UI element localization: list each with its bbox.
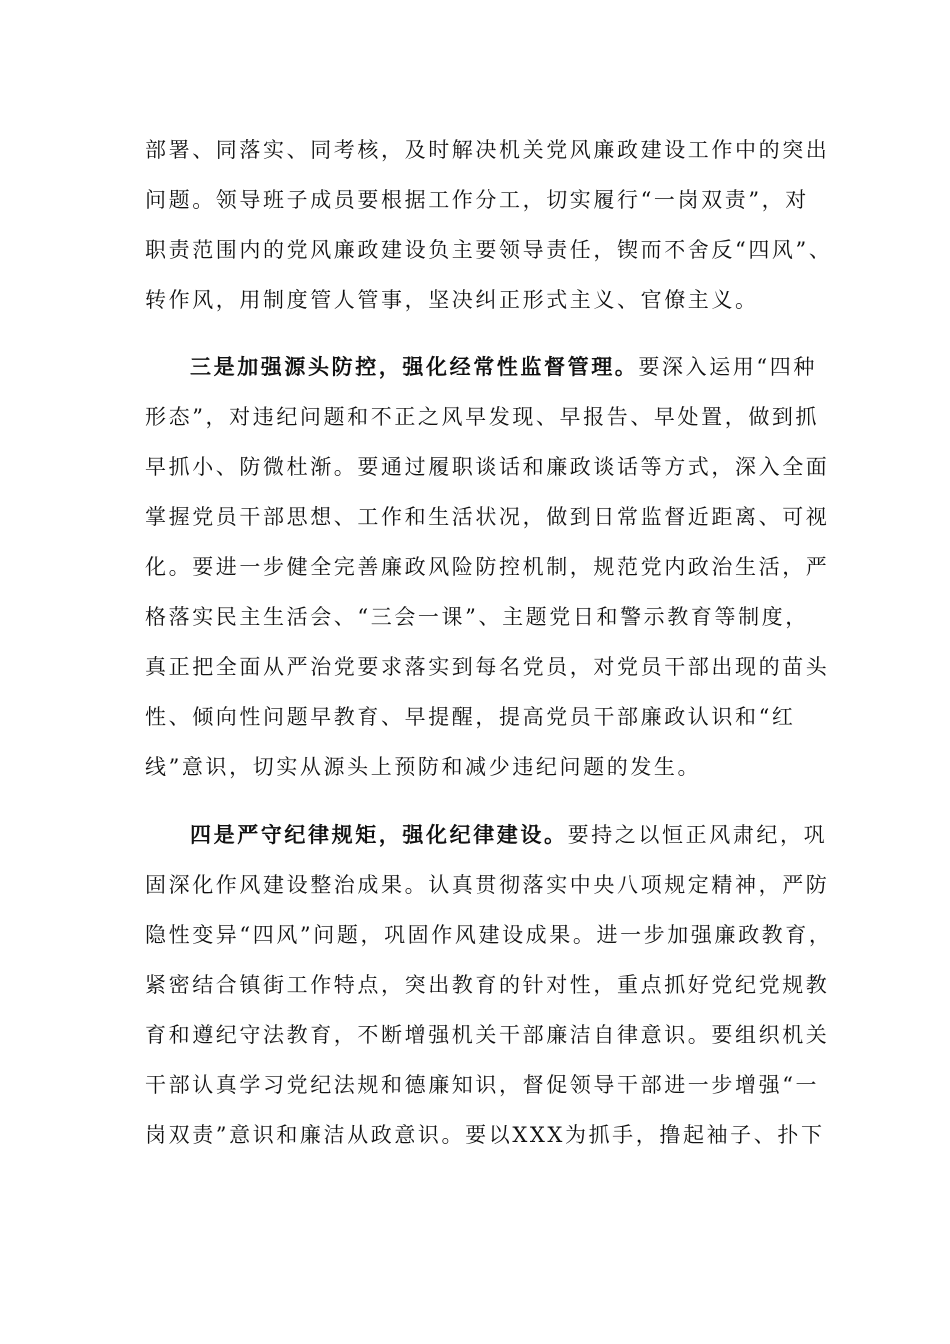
paragraph-line: 真正把全面从严治党要求落实到每名党员，对党员干部出现的苗头 [145, 655, 830, 679]
paragraph-line: 形态”，对违纪问题和不正之风早发现、早报告、早处置，做到抓 [145, 405, 820, 429]
paragraph-line: 格落实民主生活会、“三会一课”、主题党日和警示教育等制度， [145, 605, 809, 629]
paragraph-line: 性、倾向性问题早教育、早提醒，提高党员干部廉政认识和“红 [145, 705, 796, 729]
paragraph-line: 问题。领导班子成员要根据工作分工，切实履行“一岗双责”，对 [145, 188, 809, 212]
paragraph-heading: 四是严守纪律规矩，强化纪律建设。 [190, 822, 568, 847]
paragraph-line: 转作风，用制度管人管事，坚决纠正形式主义、官僚主义。 [145, 288, 759, 312]
paragraph-line: 隐性变异“四风”问题，巩固作风建设成果。进一步加强廉政教育， [145, 923, 833, 947]
paragraph-line: 化。要进一步健全完善廉政风险防控机制，规范党内政治生活，严 [145, 555, 830, 579]
paragraph-line: 干部认真学习党纪法规和德廉知识，督促领导干部进一步增强“一 [145, 1073, 820, 1097]
paragraph-line: 早抓小、防微杜渐。要通过履职谈话和廉政谈话等方式，深入全面 [145, 455, 830, 479]
paragraph-line: 部署、同落实、同考核，及时解决机关党风廉政建设工作中的突出 [145, 138, 830, 162]
paragraph-line: 育和遵纪守法教育，不断增强机关干部廉洁自律意识。要组织机关 [145, 1023, 830, 1047]
paragraph-line: 掌握党员干部思想、工作和生活状况，做到日常监督近距离、可视 [145, 505, 830, 529]
paragraph-text: 要深入运用“四种 [638, 355, 817, 379]
paragraph-line: 线”意识，切实从源头上预防和减少违纪问题的发生。 [145, 755, 702, 779]
paragraph-first-line [190, 352, 870, 382]
paragraph-line: 岗双责”意识和廉洁从政意识。要以XXX为抓手，撸起袖子、扑下 [145, 1123, 825, 1147]
paragraph-line: 固深化作风建设整治成果。认真贯彻落实中央八项规定精神，严防 [145, 873, 830, 897]
paragraph-heading: 三是加强源头防控，强化经常性监督管理。 [190, 354, 639, 379]
paragraph-first-line [190, 820, 870, 850]
paragraph-text: 要持之以恒正风肃纪，巩 [567, 823, 828, 847]
paragraph-line: 紧密结合镇街工作特点，突出教育的针对性，重点抓好党纪党规教 [145, 973, 830, 997]
paragraph-line: 职责范围内的党风廉政建设负主要领导责任，锲而不舍反“四风”、 [145, 238, 833, 262]
